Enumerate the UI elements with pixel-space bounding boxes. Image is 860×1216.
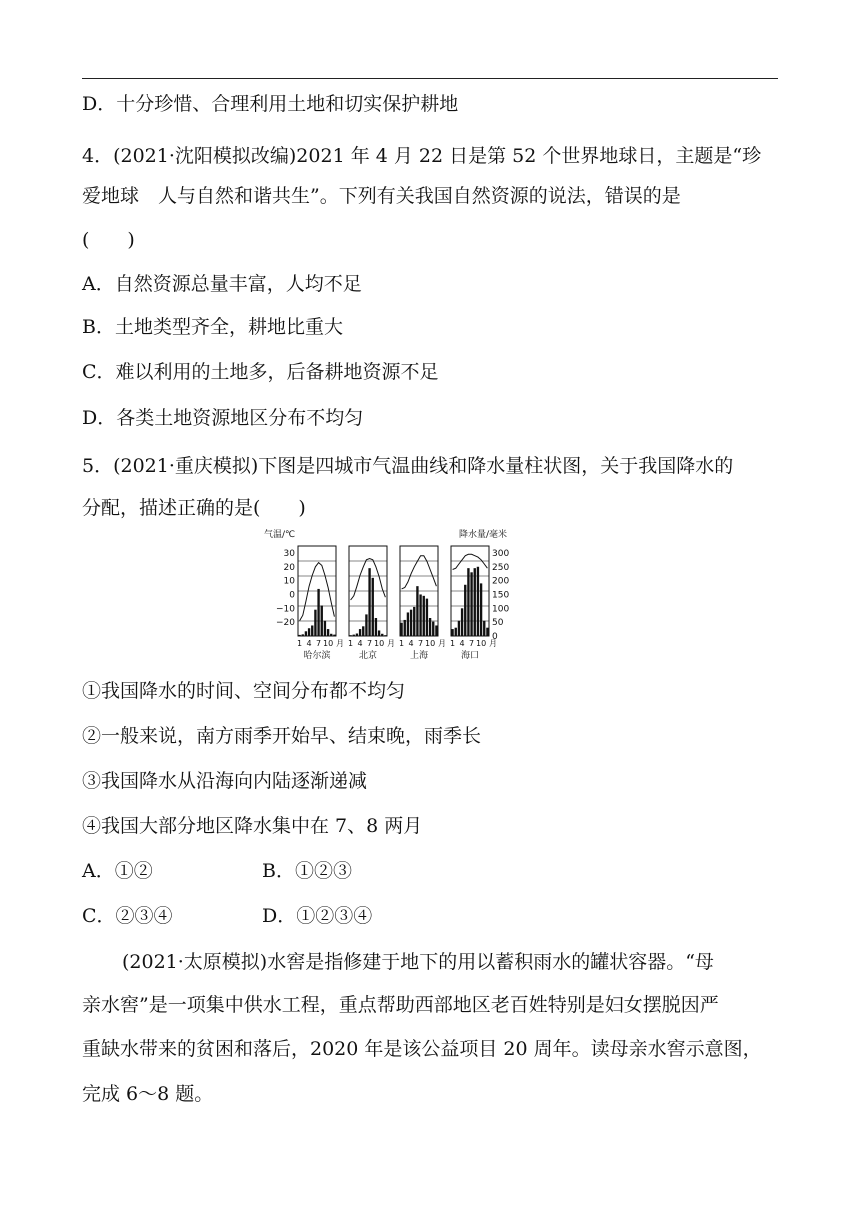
month-tick-label: 10 bbox=[322, 639, 334, 648]
precip-bar bbox=[302, 634, 304, 636]
month-tick-label: 1 bbox=[348, 639, 354, 648]
precip-bar bbox=[321, 606, 323, 636]
precip-bar bbox=[378, 630, 380, 636]
passage-line-4: 完成 6～8 题。 bbox=[82, 1083, 214, 1105]
passage-line-1: (2021·太原模拟)水窖是指修建于地下的用以蓄积雨水的罐状容器。“母 bbox=[122, 951, 714, 973]
precip-bar bbox=[407, 612, 409, 636]
city-label: 上海 bbox=[409, 651, 429, 661]
month-tick-label: 4 bbox=[306, 639, 312, 648]
statement-1: ①我国降水的时间、空间分布都不均匀 bbox=[82, 680, 406, 702]
header-rule bbox=[82, 78, 778, 79]
temp-tick-label: 20 bbox=[283, 562, 295, 573]
precip-bar bbox=[381, 634, 383, 636]
month-unit-label: 月 bbox=[387, 639, 395, 648]
month-tick-label: 1 bbox=[297, 639, 303, 648]
q5-stem-line-2: 分配，描述正确的是( ) bbox=[82, 497, 306, 519]
q5-option-a: A．①② bbox=[82, 860, 153, 882]
month-tick-label: 10 bbox=[373, 639, 385, 648]
precip-bar bbox=[359, 629, 361, 636]
precip-bar bbox=[435, 625, 437, 636]
precip-bar bbox=[372, 578, 374, 636]
month-unit-label: 月 bbox=[489, 639, 497, 648]
passage-line-2: 亲水窖”是一项集中供水工程，重点帮助西部地区老百姓特别是妇女摆脱因严 bbox=[82, 994, 719, 1016]
precip-tick-label: 150 bbox=[492, 590, 510, 601]
precip-bar bbox=[308, 628, 310, 636]
precip-bar bbox=[423, 596, 425, 636]
month-tick-label: 7 bbox=[316, 639, 322, 648]
month-tick-label: 7 bbox=[367, 639, 373, 648]
precip-bar bbox=[314, 610, 316, 636]
q4-answer-blank: ( ) bbox=[82, 229, 135, 251]
precip-bar bbox=[413, 607, 415, 636]
precip-bar bbox=[333, 635, 335, 636]
precip-bar bbox=[419, 594, 421, 636]
precip-tick-label: 0 bbox=[492, 632, 498, 642]
precip-bar bbox=[470, 572, 472, 636]
month-tick-label: 7 bbox=[418, 639, 424, 648]
precip-bar bbox=[458, 621, 460, 636]
precip-bar bbox=[426, 599, 428, 636]
q4-stem-line-2: 爱地球 人与自然和谐共生”。下列有关我国自然资源的说法，错误的是 bbox=[82, 185, 681, 207]
precip-bar bbox=[477, 567, 479, 636]
precip-bar bbox=[429, 618, 431, 636]
precip-bar bbox=[375, 618, 377, 636]
precip-tick-label: 200 bbox=[492, 576, 510, 587]
month-tick-label: 4 bbox=[408, 639, 414, 648]
month-tick-label: 7 bbox=[469, 639, 475, 648]
city-label: 哈尔滨 bbox=[303, 651, 331, 661]
precip-bar bbox=[317, 589, 319, 636]
passage-line-3: 重缺水带来的贫困和落后，2020 年是该公益项目 20 周年。读母亲水窖示意图， bbox=[82, 1038, 762, 1060]
precip-bar bbox=[327, 629, 329, 636]
precip-bar bbox=[368, 568, 370, 636]
precip-bar bbox=[298, 635, 300, 636]
temp-tick-label: −10 bbox=[276, 604, 295, 615]
temp-tick-label: 0 bbox=[289, 590, 295, 601]
statement-3: ③我国降水从沿海向内陆逐渐递减 bbox=[82, 770, 368, 792]
temp-tick-label: −20 bbox=[276, 618, 295, 629]
q3-option-d: D．十分珍惜、合理利用土地和切实保护耕地 bbox=[82, 93, 459, 115]
month-tick-label: 10 bbox=[424, 639, 436, 648]
precip-axis-label: 降水量/毫米 bbox=[459, 530, 508, 540]
q4-option-d: D．各类土地资源地区分布不均匀 bbox=[82, 407, 364, 429]
precip-tick-label: 250 bbox=[492, 562, 510, 573]
precip-bar bbox=[464, 585, 466, 636]
precip-tick-label: 50 bbox=[492, 618, 504, 629]
city-label: 北京 bbox=[358, 651, 378, 661]
precip-bar bbox=[324, 621, 326, 636]
precip-bar bbox=[432, 622, 434, 636]
precip-bar bbox=[365, 614, 367, 636]
temp-tick-label: 10 bbox=[283, 576, 295, 587]
q5-option-d: D．①②③④ bbox=[262, 905, 373, 927]
temperature-curve bbox=[453, 554, 488, 569]
city-label: 海口 bbox=[460, 651, 480, 661]
precip-tick-label: 300 bbox=[492, 548, 510, 559]
precip-bar bbox=[404, 620, 406, 636]
month-tick-label: 4 bbox=[459, 639, 465, 648]
precip-bar bbox=[410, 610, 412, 636]
temperature-curve bbox=[351, 559, 386, 601]
temp-axis-label: 气温/℃ bbox=[264, 530, 296, 540]
month-tick-label: 1 bbox=[399, 639, 405, 648]
precip-bar bbox=[311, 625, 313, 636]
month-tick-label: 4 bbox=[357, 639, 363, 648]
precip-bar bbox=[486, 628, 488, 636]
precip-bar bbox=[353, 635, 355, 636]
precip-bar bbox=[467, 568, 469, 636]
temp-tick-label: 30 bbox=[283, 548, 295, 559]
temperature-curve bbox=[402, 556, 437, 589]
precip-bar bbox=[400, 623, 402, 636]
statement-4: ④我国大部分地区降水集中在 7、8 两月 bbox=[82, 815, 423, 837]
precip-bar bbox=[461, 608, 463, 636]
climate-chart bbox=[262, 526, 598, 670]
month-unit-label: 月 bbox=[336, 639, 344, 648]
q5-option-c: C．②③④ bbox=[82, 905, 173, 927]
precip-tick-label: 100 bbox=[492, 604, 510, 615]
q5-stem-line-1: 5．(2021·重庆模拟)下图是四城市气温曲线和降水量柱状图，关于我国降水的 bbox=[82, 455, 734, 477]
precip-bar bbox=[455, 628, 457, 636]
precip-bar bbox=[416, 586, 418, 636]
temperature-curve bbox=[300, 563, 335, 621]
q5-option-b: B．①②③ bbox=[262, 860, 352, 882]
precip-bar bbox=[349, 635, 351, 636]
q4-stem-line-1: 4．(2021·沈阳模拟改编)2021 年 4 月 22 日是第 52 个世界地球日，主题是“珍 bbox=[82, 145, 762, 167]
precip-bar bbox=[330, 634, 332, 636]
precip-bar bbox=[305, 631, 307, 636]
q4-option-a: A．自然资源总量丰富，人均不足 bbox=[82, 273, 362, 295]
precip-bar bbox=[483, 621, 485, 636]
q4-option-c: C．难以利用的土地多，后备耕地资源不足 bbox=[82, 361, 439, 383]
precip-bar bbox=[362, 626, 364, 636]
precip-bar bbox=[384, 635, 386, 636]
statement-2: ②一般来说，南方雨季开始早、结束晚，雨季长 bbox=[82, 725, 482, 747]
precip-bar bbox=[474, 568, 476, 636]
precip-bar bbox=[480, 583, 482, 636]
month-unit-label: 月 bbox=[438, 639, 446, 648]
month-tick-label: 1 bbox=[450, 639, 456, 648]
precip-bar bbox=[451, 629, 453, 636]
month-tick-label: 10 bbox=[475, 639, 487, 648]
q4-option-b: B．土地类型齐全，耕地比重大 bbox=[82, 316, 343, 338]
precip-bar bbox=[356, 634, 358, 636]
